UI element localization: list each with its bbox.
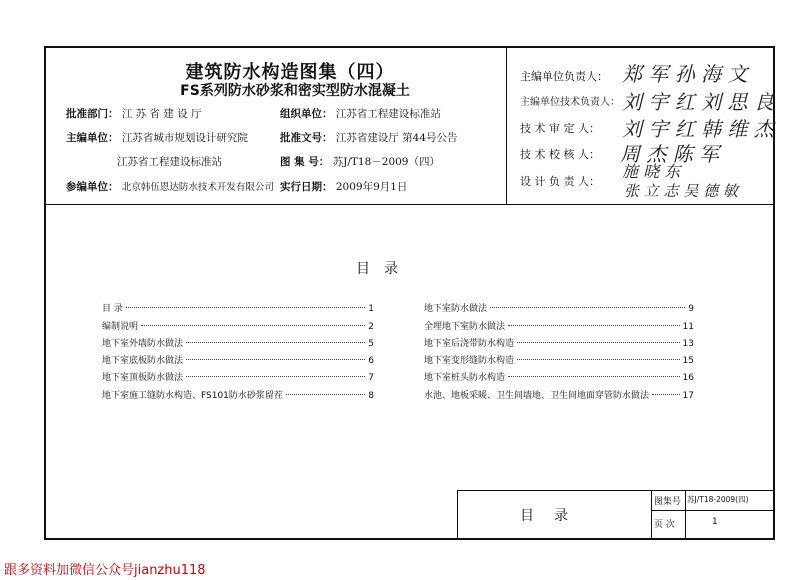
toc-item-title: 地下室外墙防水做法 (102, 339, 184, 349)
toc-item-title: 地下室防水做法 (424, 304, 488, 314)
toc-item-page: 1 (368, 304, 374, 314)
toc-item[interactable] (424, 337, 694, 351)
document-title: 建筑防水构造图集（四） (185, 62, 395, 83)
toc-leader (286, 394, 365, 395)
toc-item[interactable] (102, 302, 374, 316)
org-row (280, 106, 441, 121)
signature-chief-editor: 郑 军 孙 海 文 (622, 62, 748, 86)
title-block-name: 目录 (520, 508, 588, 524)
toc-item-title: 全埋地下室防水做法 (424, 322, 506, 332)
signature-tech-chief: 刘 宇 红 刘 思 良 (622, 90, 774, 114)
toc-leader (508, 376, 680, 377)
effective-label: 实行日期： (280, 181, 333, 193)
toc-item-page: 16 (682, 373, 694, 383)
role-checker: 技 术 校 核 人： (520, 148, 600, 161)
toc-leader (186, 376, 365, 377)
toc-leader (490, 307, 685, 308)
toc-item-page: 13 (682, 339, 694, 349)
effective-value: 2009年9月1日 (335, 181, 408, 193)
toc-item-page: 6 (368, 356, 374, 366)
toc-item-page: 9 (688, 304, 694, 314)
footer-watermark-text: 跟多资料加微信公众号jianzhu118 (4, 563, 206, 578)
toc-item-page: 5 (368, 339, 374, 349)
toc-item-page: 2 (368, 322, 374, 332)
atlas-row (280, 154, 440, 169)
toc-item[interactable] (424, 302, 694, 316)
participant-row (66, 179, 274, 194)
doc-value: 江苏省建设厅 第44号公告 (335, 132, 458, 144)
effective-row (280, 179, 407, 194)
header-bottom-rule (44, 204, 775, 205)
toc-item-title: 地下室变形缝防水构造 (424, 356, 515, 366)
toc-item-title: 地下室顶板防水做法 (102, 373, 184, 383)
toc-leader (126, 307, 365, 308)
toc-item[interactable] (424, 389, 694, 403)
title-block-atlas-value: 苏J/T18-2009(四) (687, 495, 749, 504)
toc-item[interactable] (102, 354, 374, 368)
approval-label: 批准部门： (66, 108, 119, 120)
editor-row-2 (117, 154, 222, 169)
participant-value: 北京韩伍恩达防水技术开发有限公司 (121, 182, 274, 193)
title-block-atlas-label: 图集号 (654, 497, 682, 507)
doc-row (280, 130, 458, 145)
title-block-page-value: 1 (712, 517, 718, 527)
toc-title: 目录 (356, 261, 412, 277)
signature-reviewer: 刘 宇 红 韩 维 杰 (622, 117, 774, 141)
toc-item[interactable] (424, 320, 694, 334)
atlas-value: 苏J/T18－2009（四） (332, 156, 440, 168)
toc-item-page: 15 (682, 356, 694, 366)
editor-row (66, 130, 248, 145)
toc-item[interactable] (102, 371, 374, 385)
toc-item-title: 地下室后浇带防水构造 (424, 339, 515, 349)
toc-leader (186, 359, 365, 360)
toc-item[interactable] (102, 389, 374, 403)
role-designer: 设 计 负 责 人： (520, 175, 600, 188)
atlas-label: 图 集 号： (280, 156, 330, 168)
approval-row (66, 106, 202, 121)
signature-designer: 施 晓 东 (622, 162, 681, 181)
doc-label: 批准文号： (280, 132, 333, 144)
toc-leader (186, 342, 365, 343)
approval-value: 江 苏 省 建 设 厅 (121, 108, 202, 120)
toc-leader (517, 359, 680, 360)
toc-item[interactable] (102, 320, 374, 334)
toc-item-page: 17 (682, 391, 694, 401)
role-chief-editor: 主编单位负责人： (520, 70, 608, 83)
title-block-rule (651, 510, 775, 511)
signature-checker: 周 杰 陈 军 (620, 142, 720, 166)
toc-item-title: 目 录 (102, 304, 123, 314)
toc-item[interactable] (102, 337, 374, 351)
role-tech-chief: 主编单位技术负责人： (520, 97, 620, 108)
title-block-divider (685, 490, 686, 540)
toc-item-title: 地下室桩头防水构造 (424, 373, 506, 383)
toc-item-title: 地下室底板防水做法 (102, 356, 184, 366)
toc-item-page: 11 (682, 322, 694, 332)
signature-designer-2: 张 立 志 吴 德 敏 (624, 182, 738, 200)
toc-item-title: 地下室施工缝防水构造、FS101防水砂浆留茬 (102, 391, 283, 401)
org-label: 组织单位： (280, 108, 333, 120)
org-value: 江苏省工程建设标准站 (335, 108, 441, 120)
role-reviewer: 技 术 审 定 人： (520, 122, 600, 135)
toc-leader (652, 394, 680, 395)
toc-item-title: 编制说明 (102, 322, 139, 332)
toc-item[interactable] (424, 354, 694, 368)
toc-leader (141, 325, 365, 326)
toc-item-page: 7 (368, 373, 374, 383)
toc-leader (508, 325, 680, 326)
toc-leader (517, 342, 680, 343)
toc-item-page: 8 (368, 391, 374, 401)
participant-label: 参编单位： (66, 181, 119, 193)
document-subtitle: FS系列防水砂浆和密实型防水混凝土 (180, 83, 410, 99)
header-divider (506, 46, 507, 204)
title-block-page-label: 页 次 (654, 520, 675, 530)
editor-value-2: 江苏省工程建设标准站 (117, 156, 222, 168)
editor-value-1: 江苏省城市规划设计研究院 (121, 132, 248, 144)
toc-item-title: 水池、地板采暖、卫生间墙地、卫生间地面穿管防水做法 (424, 391, 650, 401)
editor-label: 主编单位： (66, 132, 119, 144)
title-block-divider (651, 490, 652, 540)
toc-item[interactable] (424, 371, 694, 385)
